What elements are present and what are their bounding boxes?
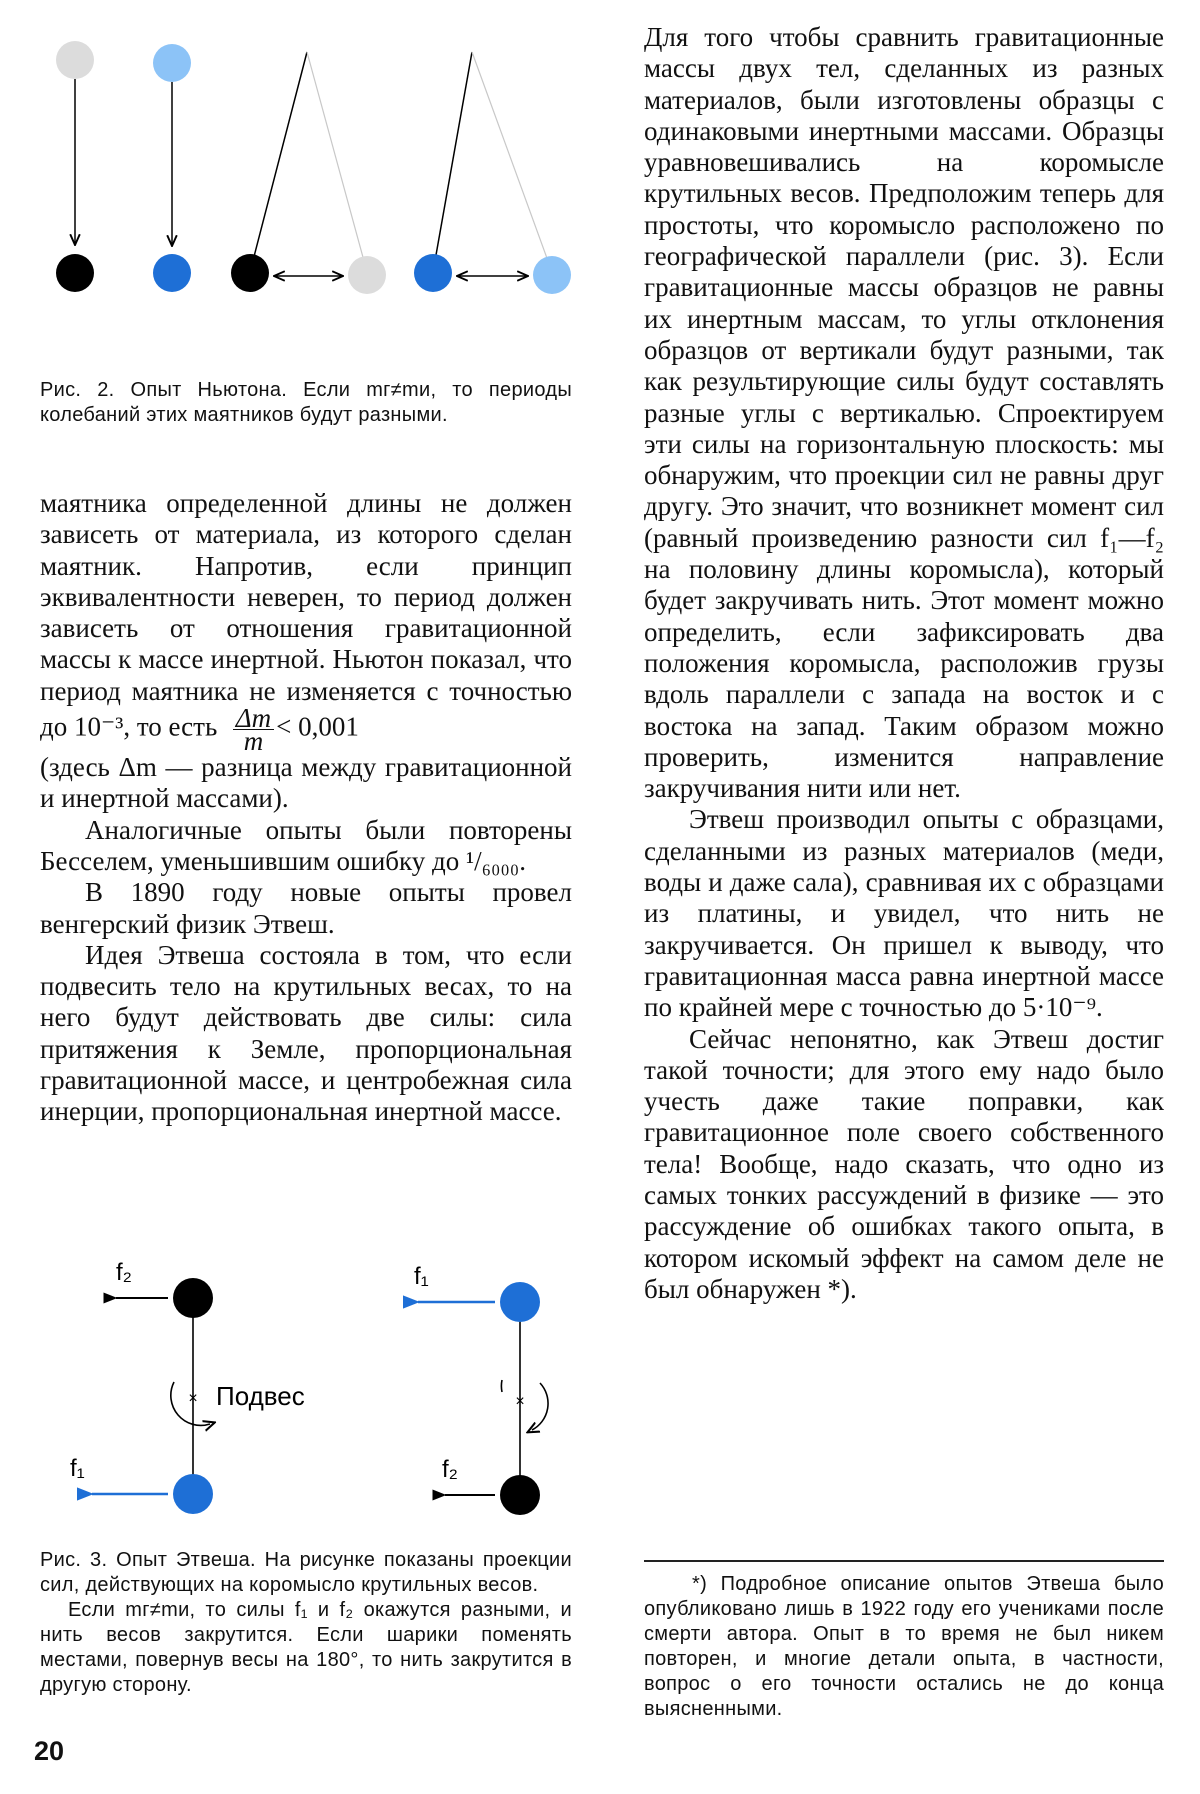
- footnote-rule: [644, 1560, 1164, 1562]
- figure-2-newton-pendulums: [40, 20, 572, 360]
- black-ball-bottom: [56, 254, 94, 292]
- blue-pendulum-ball: [414, 254, 452, 292]
- left-balance-blue-ball: [173, 1474, 213, 1514]
- left-paragraph-3: Аналогичные опыты были повторены Бесселем, уменьшившим ошибку до ¹/₆₀₀₀.: [40, 814, 572, 876]
- page-number: 20: [34, 1736, 65, 1766]
- black-pendulum-ball: [231, 254, 269, 292]
- right-paragraph-3: Сейчас непонятно, как Этвеш достиг такой точности; для этого ему надо было учесть даже такие поправки, как гравитационное поле своего собственного тела! Вообще, надо сказать, что одно из самых тонких рассуждений в физике — это рассуждение об ошибках такого опыта, в котором искомый эффект на самом деле не был обнаружен *).: [644, 1023, 1164, 1304]
- left-f1-label: f₁: [70, 1455, 85, 1482]
- right-balance-black-ball: [500, 1475, 540, 1515]
- right-paragraph-2: Этвеш производил опыты с образцами, сделанными из разных материалов (меди, воды и даже сала), сравнивая их с образцами из платины, и увидел, что нить не закручивается. Он пришел к выводу, что гравитационная масса равна инертной массе по крайней мере с точностью до 5·10⁻⁹.: [644, 804, 1164, 1023]
- lightblue-pendulum-ball: [533, 256, 571, 294]
- right-column-text: [644, 22, 1164, 1305]
- blue-ball-bottom: [153, 254, 191, 292]
- figure-3-caption-2: Если mг≠mи, то силы f₁ и f₂ окажутся разными, и нить весов закрутится. Если шарики поменять местами, повернув весы на 180°, то нить закрутится в другую сторону.: [40, 1599, 572, 1696]
- figure-2-caption: Рис. 2. Опыт Ньютона. Если mг≠mи, то периоды колебаний этих маятников будут разными.: [40, 379, 572, 426]
- right-f2-label: f₂: [442, 1456, 458, 1483]
- figure-3-eotvos-balance: [40, 1250, 572, 1550]
- left-f2-label: f₂: [116, 1259, 132, 1286]
- footnote: *) Подробное описание опытов Этвеша было опубликовано лишь в 1922 году его учениками после смерти автора. Опыт в то время не был никем повторен, и многие детали опыта, в частности, вопрос о его точности остались не до конца выясненными.: [644, 1573, 1164, 1720]
- left-paragraph-5: Идея Этвеша состояла в том, что если подвесить тело на крутильных весах, то на него будут действовать две силы: сила притяжения к Земле, пропорциональная гравитационной массе, и центробежная сила инерции, пропорциональная инертной массе.: [40, 939, 572, 1127]
- lightblue-ball-top: [153, 44, 191, 82]
- right-paragraph-1: Для того чтобы сравнить гравитационные массы двух тел, сделанных из разных материалов, были изготовлены образцы с одинаковыми инертными массами. Образцы уравновешивались на коромысле крутильных весов. Предположим теперь для простоты, что коромысло расположено по географической параллели (рис. 3). Если гравитационные массы образцов не равны их инертным массам, то углы отклонения образцов от вертикали будут разными, так как результирующие силы будут составлять разные углы с вертикалью. Спроектируем эти силы на горизонтальную плоскость: мы обнаружим, что проекции сил не равны друг другу. Это значит, что возникнет момент сил (равный произведению разности сил f₁—f₂ на половину длины коромысла), который будет закручивать нить. Этот момент можно определить, если зафиксировать два положения коромысла, расположив грузы вдоль параллели с запада на восток и с востока на запад. Таким образом можно проверить, изменится направление закручивания нити или нет.: [644, 22, 1164, 804]
- left-column-text: [40, 488, 572, 1128]
- left-paragraph-4: В 1890 году новые опыты провел венгерский физик Этвеш.: [40, 877, 572, 939]
- gray-pendulum-ball: [348, 256, 386, 294]
- figure-3-caption-1: Рис. 3. Опыт Этвеша. На рисунке показаны проекции сил, действующих на коромысло крутильных весов.: [40, 1549, 572, 1596]
- left-paragraph-1: маятника определенной длины не должен зависеть от материала, из которого сделан маятник. Напротив, если принцип эквивалентности неверен, то период должен зависеть от отношения гравитационной массы к массе инертной. Ньютон показал, что период маятника не изменяется с точностью до 10⁻³, то есть $\frac{\Delta m}{m}$ < 0,001: [40, 488, 572, 757]
- left-pivot-x: ×: [188, 1390, 198, 1407]
- right-pivot-x: ×: [515, 1393, 525, 1410]
- left-paragraph-2: (здесь Δm — разница между гравитационной и инертной массами).: [40, 752, 572, 814]
- gray-ball-top: [56, 41, 94, 79]
- left-balance-black-ball: [173, 1278, 213, 1318]
- delta-m-over-m-fraction: $\frac{\Delta m}{m}$: [233, 707, 274, 752]
- suspension-label: Подвес: [216, 1381, 305, 1411]
- right-f1-label: f₁: [414, 1263, 429, 1290]
- formula-relation: < 0,001: [276, 711, 359, 742]
- figure-3-caption: [40, 1548, 572, 1698]
- right-balance-blue-ball: [500, 1282, 540, 1322]
